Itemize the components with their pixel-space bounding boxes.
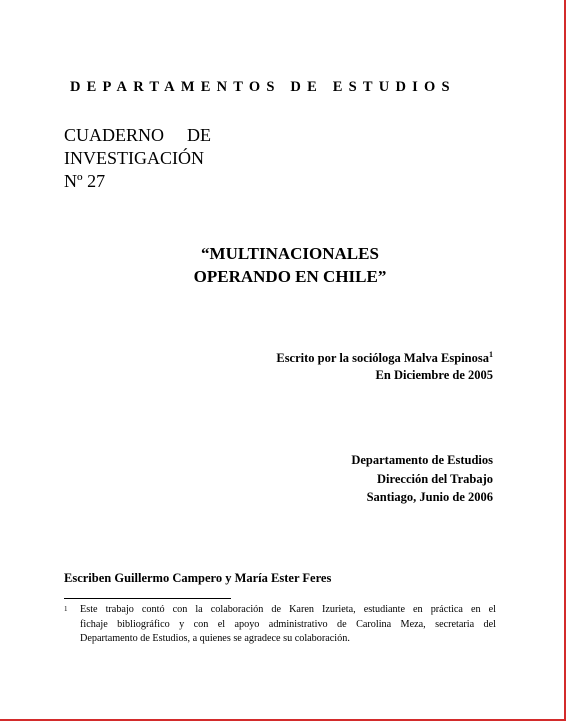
- title-line-1: “MULTINACIONALES: [201, 244, 379, 263]
- written-by-text: Escrito por la socióloga Malva Espinosa: [276, 351, 489, 365]
- footnote-reference: 1: [489, 349, 493, 359]
- written-by-line: [276, 350, 493, 367]
- footnote-text: [80, 603, 496, 647]
- footnote-mark: 1: [64, 605, 68, 613]
- footnote-line-2: fichaje bibliográfico y con el apoyo administrativo de Carolina Meza, secretaria del: [80, 618, 496, 630]
- department-header: DEPARTAMENTOS DE ESTUDIOS: [70, 79, 456, 95]
- written-date: En Diciembre de 2005: [375, 368, 493, 382]
- writers-line: Escriben Guillermo Campero y María Ester Feres: [64, 571, 332, 585]
- publisher-directorate: Dirección del Trabajo: [377, 471, 493, 486]
- footnote-separator: [64, 598, 231, 599]
- series-line-1: [64, 124, 211, 147]
- series-label: [64, 124, 264, 193]
- footnote-line-1: Este trabajo contó con la colaboración de Karen Izurieta, estudiante en práctica en el: [80, 604, 496, 615]
- series-word-cuaderno: CUADERNO: [64, 125, 165, 145]
- footnote-line-3: Departamento de Estudios, a quienes se agradece su colaboración.: [80, 633, 350, 644]
- footnote: [64, 603, 496, 647]
- series-line-2: INVESTIGACIÓN: [64, 148, 204, 168]
- publisher-department: Departamento de Estudios: [351, 453, 493, 467]
- title-line-2: OPERANDO EN CHILE”: [193, 267, 387, 286]
- series-word-de: DE: [187, 125, 211, 145]
- document-title: [150, 242, 430, 288]
- authorship-block: [276, 350, 493, 384]
- publisher-place-date: Santiago, Junio de 2006: [366, 490, 493, 504]
- publisher-block: [351, 451, 493, 507]
- series-number: Nº 27: [64, 171, 106, 191]
